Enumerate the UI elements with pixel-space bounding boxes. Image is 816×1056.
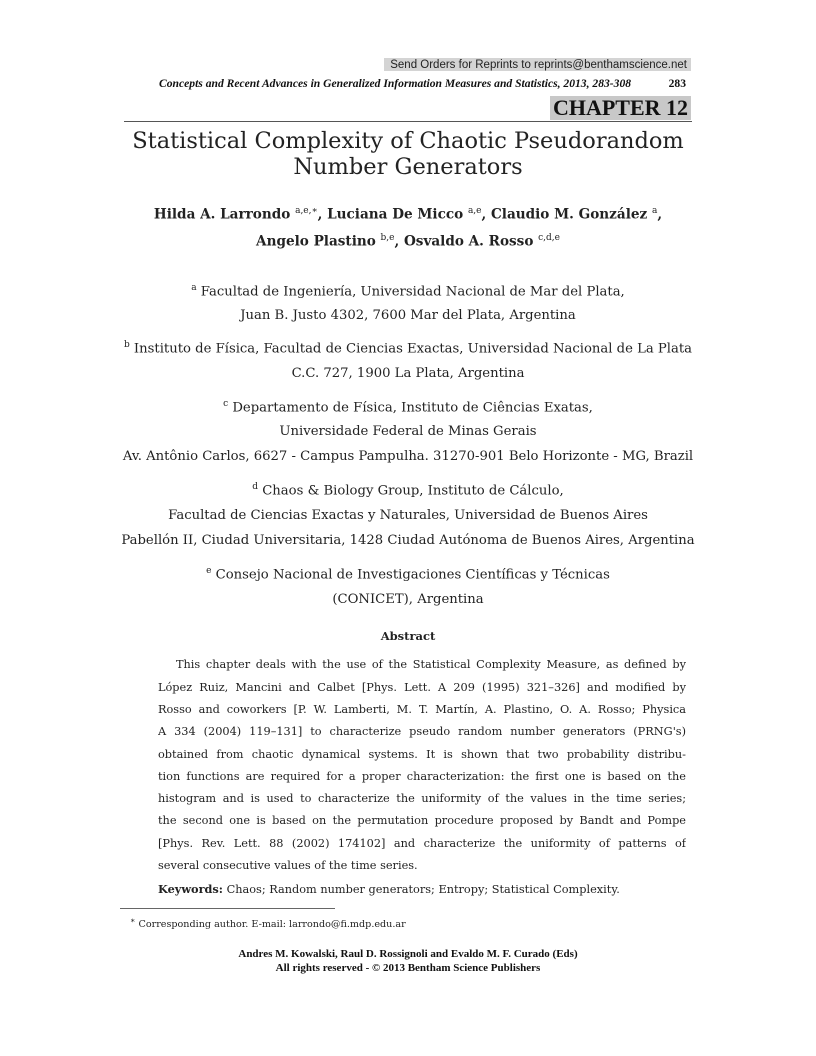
footnote-rule (120, 908, 335, 909)
affiliation-a-line: Juan B. Justo 4302, 7600 Mar del Plata, Argentina (240, 308, 576, 323)
footer-editors: Andres M. Kowalski, Raul D. Rossignoli and Evaldo M. F. Curado (Eds) (238, 948, 578, 960)
abstract-line: This chapter deals with the use of the Statistical Complexity Measure, as defined by (176, 658, 686, 671)
abstract-heading: Abstract (380, 629, 436, 643)
title-line-1: Statistical Complexity of Chaotic Pseudorandom (132, 128, 684, 154)
chapter-label: CHAPTER 12 (550, 96, 691, 120)
author-sup: a,e,∗ (295, 206, 318, 216)
reprint-notice: Send Orders for Reprints to reprints@benthamscience.net (384, 58, 691, 71)
abstract-line: A 334 (2004) 119–131] to characterize pseudo random number generators (PRNG's) (158, 725, 686, 738)
affiliation-c: $^c$ Departamento de Física, Instituto de Ciências Exatas, (223, 399, 593, 416)
affiliation-c-line: Av. Antônio Carlos, 6627 - Campus Pampulha. 31270-901 Belo Horizonte - MG, Brazil (122, 449, 694, 464)
author-sup: a (651, 206, 658, 216)
affiliation-b: $^b$ Instituto de Física, Facultad de Ciencias Exactas, Universidad Nacional de La Plata (123, 340, 693, 357)
abstract-line: the second one is based on the permutation procedure proposed by Bandt and Pompe (158, 814, 686, 827)
header-rule (124, 121, 692, 122)
abstract-line: tion functions are required for a proper characterization: the first one is based on the (158, 770, 686, 783)
authors-line-1: Hilda A. Larrondo $^{a,e,∗}$, Luciana De Micco $^{a,e}$, Claudio M. González $^a$, (153, 206, 663, 223)
abstract-line: Rosso and coworkers [P. W. Lamberti, M. T. Martín, A. Plastino, O. A. Rosso; Physica (158, 703, 686, 716)
footer-rights: All rights reserved - © 2013 Bentham Science Publishers (275, 962, 541, 974)
author-name: Hilda A. Larrondo (153, 206, 291, 223)
affiliation-d-line: Pabellón II, Ciudad Universitaria, 1428 Ciudad Autónoma de Buenos Aires, Argentina (121, 533, 695, 548)
author-sup: a,e (467, 206, 482, 216)
affiliation-b-line: C.C. 727, 1900 La Plata, Argentina (291, 366, 525, 381)
authors-line-2: Angelo Plastino $^{b,e}$, Osvaldo A. Rosso $^{c,d,e}$ (256, 233, 560, 250)
footnote: ∗ Corresponding author. E-mail: larrondo@fi.mdp.edu.ar (130, 916, 406, 931)
abstract-line: histogram and is used to characterize the uniformity of the values in the time series; (158, 792, 686, 805)
affiliation-e-line: (CONICET), Argentina (332, 592, 484, 607)
abstract-line: [Phys. Rev. Lett. 88 (2002) 174102] and characterize the uniformity of patterns of (158, 837, 686, 850)
author-name: Osvaldo A. Rosso (403, 233, 534, 250)
affiliation-d: $^d$ Chaos & Biology Group, Instituto de Cálculo, (252, 482, 564, 499)
keywords-label: Keywords: (158, 882, 223, 896)
author-sup: b,e (380, 233, 395, 243)
page-number: 283 (668, 77, 686, 90)
author-name: Claudio M. González (490, 206, 648, 223)
affiliation-d-line: Facultad de Ciencias Exactas y Naturales, Universidad de Buenos Aires (168, 508, 648, 523)
abstract-line: several consecutive values of the time series. (158, 859, 418, 872)
affiliation-c-line: Universidade Federal de Minas Gerais (279, 424, 537, 439)
author-name: Luciana De Micco (327, 206, 464, 223)
abstract-line: obtained from chaotic dynamical systems. It is shown that two probability distribu- (158, 748, 686, 761)
keywords-text: Chaos; Random number generators; Entropy; Statistical Complexity. (226, 883, 620, 896)
keywords (158, 882, 620, 896)
author-name: Angelo Plastino (256, 233, 376, 250)
abstract-line: López Ruiz, Mancini and Calbet [Phys. Lett. A 209 (1995) 321–326] and modified by (158, 681, 686, 694)
affiliation-e: $^e$ Consejo Nacional de Investigaciones Científicas y Técnicas (206, 566, 610, 583)
title-line-2: Number Generators (293, 154, 523, 180)
author-sup: c,d,e (538, 233, 560, 243)
affiliation-a: $^a$ Facultad de Ingeniería, Universidad Nacional de Mar del Plata, (191, 283, 625, 300)
journal-citation: Concepts and Recent Advances in Generalized Information Measures and Statistics, 2013, 283-308 (159, 77, 632, 90)
